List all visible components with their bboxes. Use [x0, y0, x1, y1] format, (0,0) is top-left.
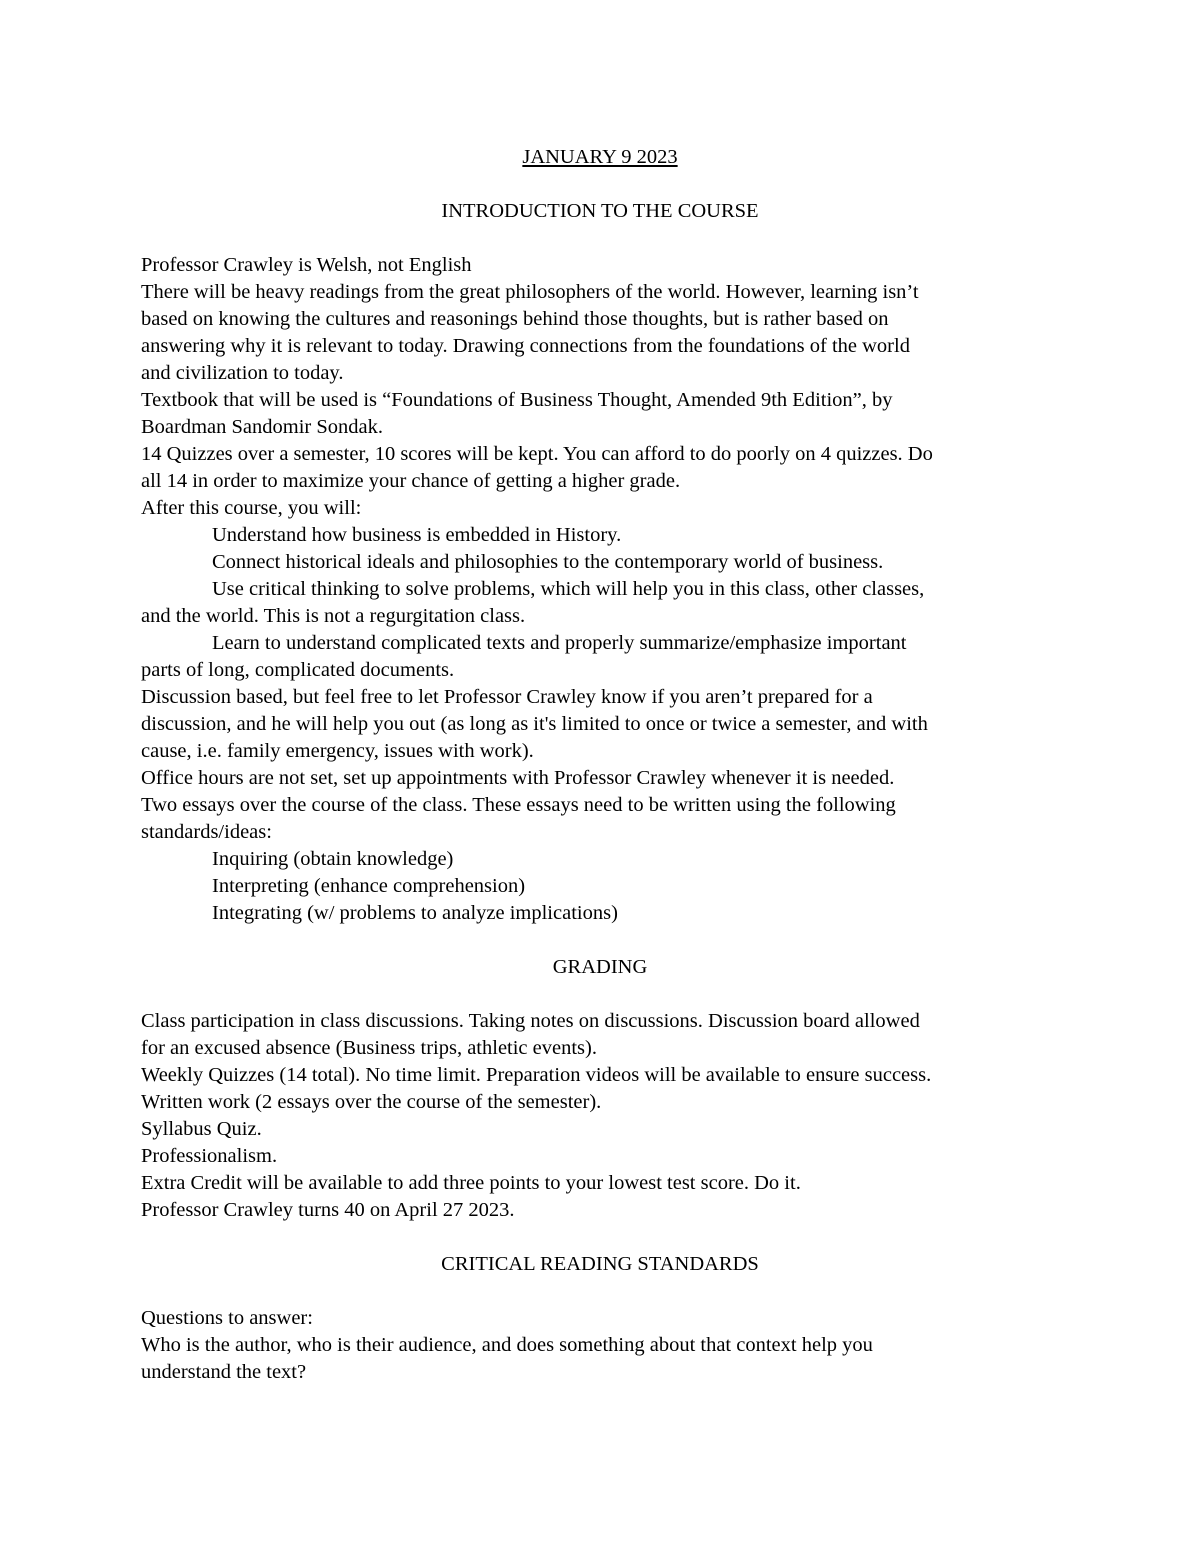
intro-line: and civilization to today. — [141, 362, 344, 384]
intro-line: cause, i.e. family emergency, issues with work). — [141, 740, 534, 762]
outcome-item-continuation: parts of long, complicated documents. — [141, 659, 455, 681]
intro-line: Textbook that will be used is “Foundations of Business Thought, Amended 9th Edition”, by — [141, 389, 893, 411]
grading-line: Class participation in class discussions. Taking notes on discussions. Discussion board allowed — [141, 1010, 920, 1032]
outcome-item: Connect historical ideals and philosophies to the contemporary world of business. — [212, 551, 884, 573]
critical-reading-line: Who is the author, who is their audience, and does something about that context help you — [141, 1334, 873, 1356]
spacer — [141, 1278, 1061, 1305]
grading-line: Professor Crawley turns 40 on April 27 2023. — [141, 1199, 515, 1221]
spacer — [141, 225, 1061, 252]
grading-line: Weekly Quizzes (14 total). No time limit. Preparation videos will be available to ensure success. — [141, 1064, 932, 1086]
intro-line: Professor Crawley is Welsh, not English — [141, 254, 472, 276]
grading-line: Professionalism. — [141, 1145, 278, 1167]
intro-line: Office hours are not set, set up appointments with Professor Crawley whenever it is needed. — [141, 767, 895, 789]
spacer — [141, 171, 1061, 198]
section-heading-grading: GRADING — [552, 956, 648, 978]
critical-reading-line: understand the text? — [141, 1361, 307, 1383]
intro-line: 14 Quizzes over a semester, 10 scores will be kept. You can afford to do poorly on 4 quizzes. Do — [141, 443, 933, 465]
intro-line: There will be heavy readings from the great philosophers of the world. However, learning isn’t — [141, 281, 919, 303]
page-title: JANUARY 9 2023 — [522, 146, 678, 168]
intro-line: After this course, you will: — [141, 497, 362, 519]
intro-line: Boardman Sandomir Sondak. — [141, 416, 383, 438]
document-body — [141, 144, 1061, 1386]
intro-line: Two essays over the course of the class. These essays need to be written using the following — [141, 794, 896, 816]
grading-line: Extra Credit will be available to add three points to your lowest test score. Do it. — [141, 1172, 801, 1194]
section-heading-critical-reading: CRITICAL READING STANDARDS — [441, 1253, 759, 1275]
standard-item: Integrating (w/ problems to analyze implications) — [212, 902, 618, 924]
intro-line: discussion, and he will help you out (as long as it's limited to once or twice a semester, and with — [141, 713, 928, 735]
section-heading-intro: INTRODUCTION TO THE COURSE — [441, 200, 759, 222]
outcome-item: Learn to understand complicated texts and properly summarize/emphasize important — [212, 632, 907, 654]
standard-item: Inquiring (obtain knowledge) — [212, 848, 454, 870]
spacer — [141, 981, 1061, 1008]
intro-line: based on knowing the cultures and reasonings behind those thoughts, but is rather based on — [141, 308, 889, 330]
standard-item: Interpreting (enhance comprehension) — [212, 875, 526, 897]
outcome-item: Understand how business is embedded in History. — [212, 524, 622, 546]
grading-line: for an excused absence (Business trips, athletic events). — [141, 1037, 597, 1059]
critical-reading-line: Questions to answer: — [141, 1307, 313, 1329]
grading-line: Written work (2 essays over the course of the semester). — [141, 1091, 602, 1113]
intro-line: standards/ideas: — [141, 821, 272, 843]
grading-line: Syllabus Quiz. — [141, 1118, 262, 1140]
intro-line: Discussion based, but feel free to let Professor Crawley know if you aren’t prepared for a — [141, 686, 873, 708]
spacer — [141, 1224, 1061, 1251]
spacer — [141, 927, 1061, 954]
intro-line: all 14 in order to maximize your chance of getting a higher grade. — [141, 470, 681, 492]
intro-line: answering why it is relevant to today. Drawing connections from the foundations of the world — [141, 335, 910, 357]
outcome-item-continuation: and the world. This is not a regurgitation class. — [141, 605, 526, 627]
outcome-item: Use critical thinking to solve problems, which will help you in this class, other classes, — [212, 578, 925, 600]
